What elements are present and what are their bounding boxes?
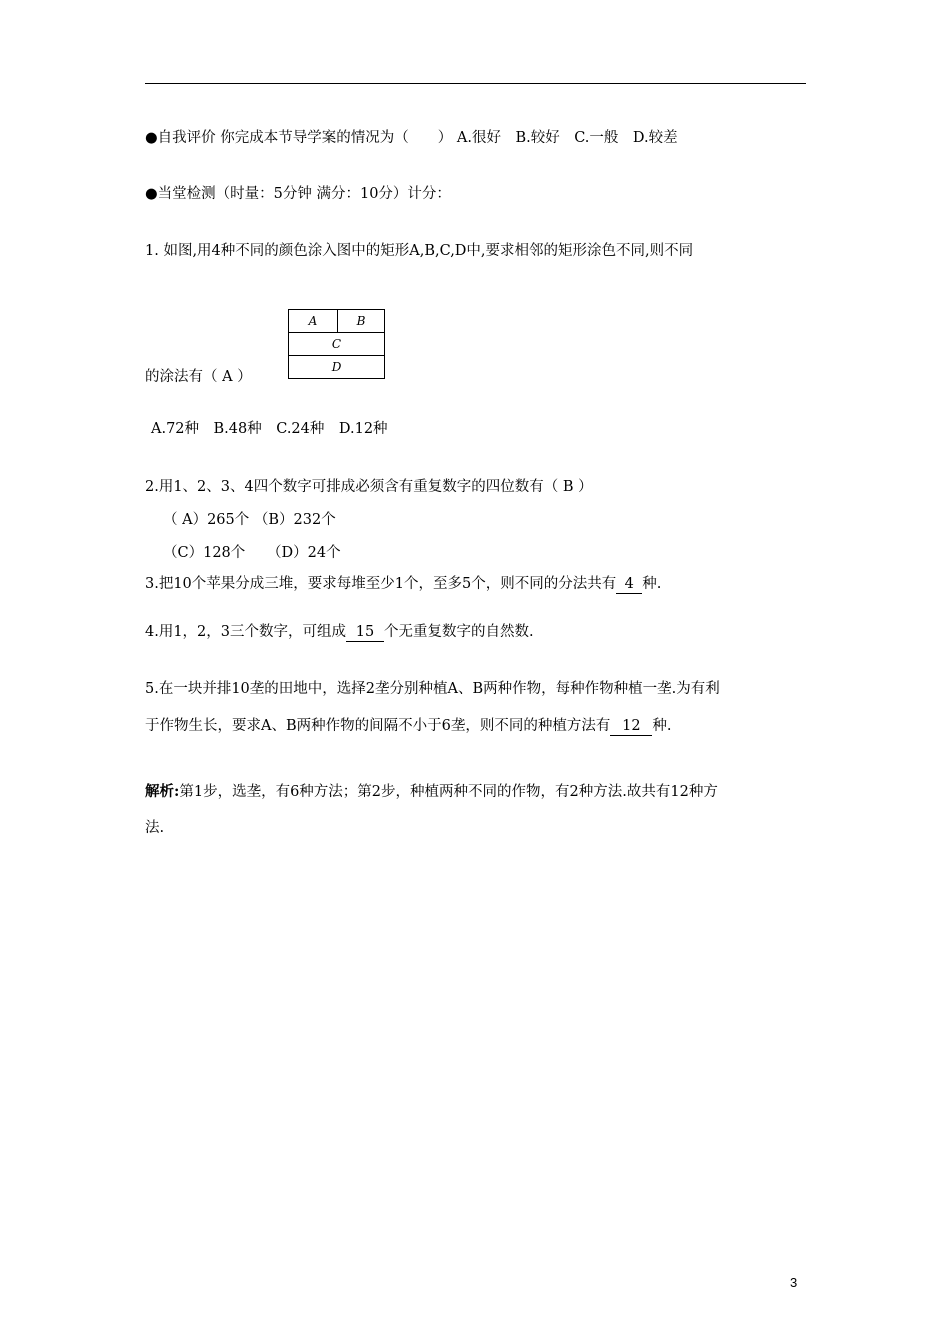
header-rule (145, 83, 806, 84)
question-3-answer: 4 (616, 575, 642, 594)
quiz-header: ●当堂检测（时量：5分钟 满分：10分）计分： (145, 186, 451, 202)
figure-cell-c: C (331, 337, 342, 351)
question-3-unit: 种. (642, 576, 662, 592)
solution-line-1 (145, 782, 718, 802)
question-1-options: A.72种 B.48种 C.24种 D.12种 (151, 421, 388, 437)
question-4 (145, 622, 534, 642)
question-4-unit: 个无重复数字的自然数. (384, 624, 534, 640)
solution-line-2: 法. (145, 820, 165, 836)
solution-label: 解析: (145, 783, 180, 800)
question-4-text: 4.用1，2，3三个数字，可组成 (145, 624, 347, 640)
solution-text: 第1步，选垄，有6种方法；第2步，种植两种不同的作物，有2种方法.故共有12种方 (179, 784, 718, 800)
figure-cell-b: B (356, 314, 366, 328)
question-2-options-1: （ A）265个 （B）232个 (163, 512, 336, 528)
question-5-unit: 种. (652, 718, 672, 734)
question-4-answer: 15 (346, 623, 384, 642)
question-5-text: 于作物生长，要求A、B两种作物的间隔不小于6垄，则不同的种植方法有 (145, 718, 611, 734)
figure-cell-a: A (308, 314, 318, 328)
question-2-line-1: 2.用1、2、3、4四个数字可排成必须含有重复数字的四位数有（ B ） (145, 479, 593, 495)
page-number: 3 (790, 1275, 798, 1290)
question-5-line-2 (145, 716, 671, 736)
question-3 (145, 574, 661, 594)
question-3-text: 3.把10个苹果分成三堆，要求每堆至少1个，至多5个，则不同的分法共有 (145, 576, 617, 592)
question-5-line-1: 5.在一块并排10垄的田地中，选择2垄分别种植A、B两种作物，每种作物种植一垄.为有利 (145, 681, 720, 697)
question-1-line-1: 1. 如图,用4种不同的颜色涂入图中的矩形A,B,C,D中,要求相邻的矩形涂色不同,则不同 (145, 243, 694, 259)
question-5-answer: 12 (610, 717, 652, 736)
figure-cell-d: D (331, 360, 342, 374)
self-evaluation: ●自我评价 你完成本节导学案的情况为（ ） A.很好 B.较好 C.一般 D.较差 (145, 130, 678, 146)
question-1-line-2: 的涂法有（ A ） (145, 369, 252, 385)
question-2-options-2: （C）128个 （D）24个 (163, 545, 341, 561)
rectangle-figure (288, 309, 385, 379)
